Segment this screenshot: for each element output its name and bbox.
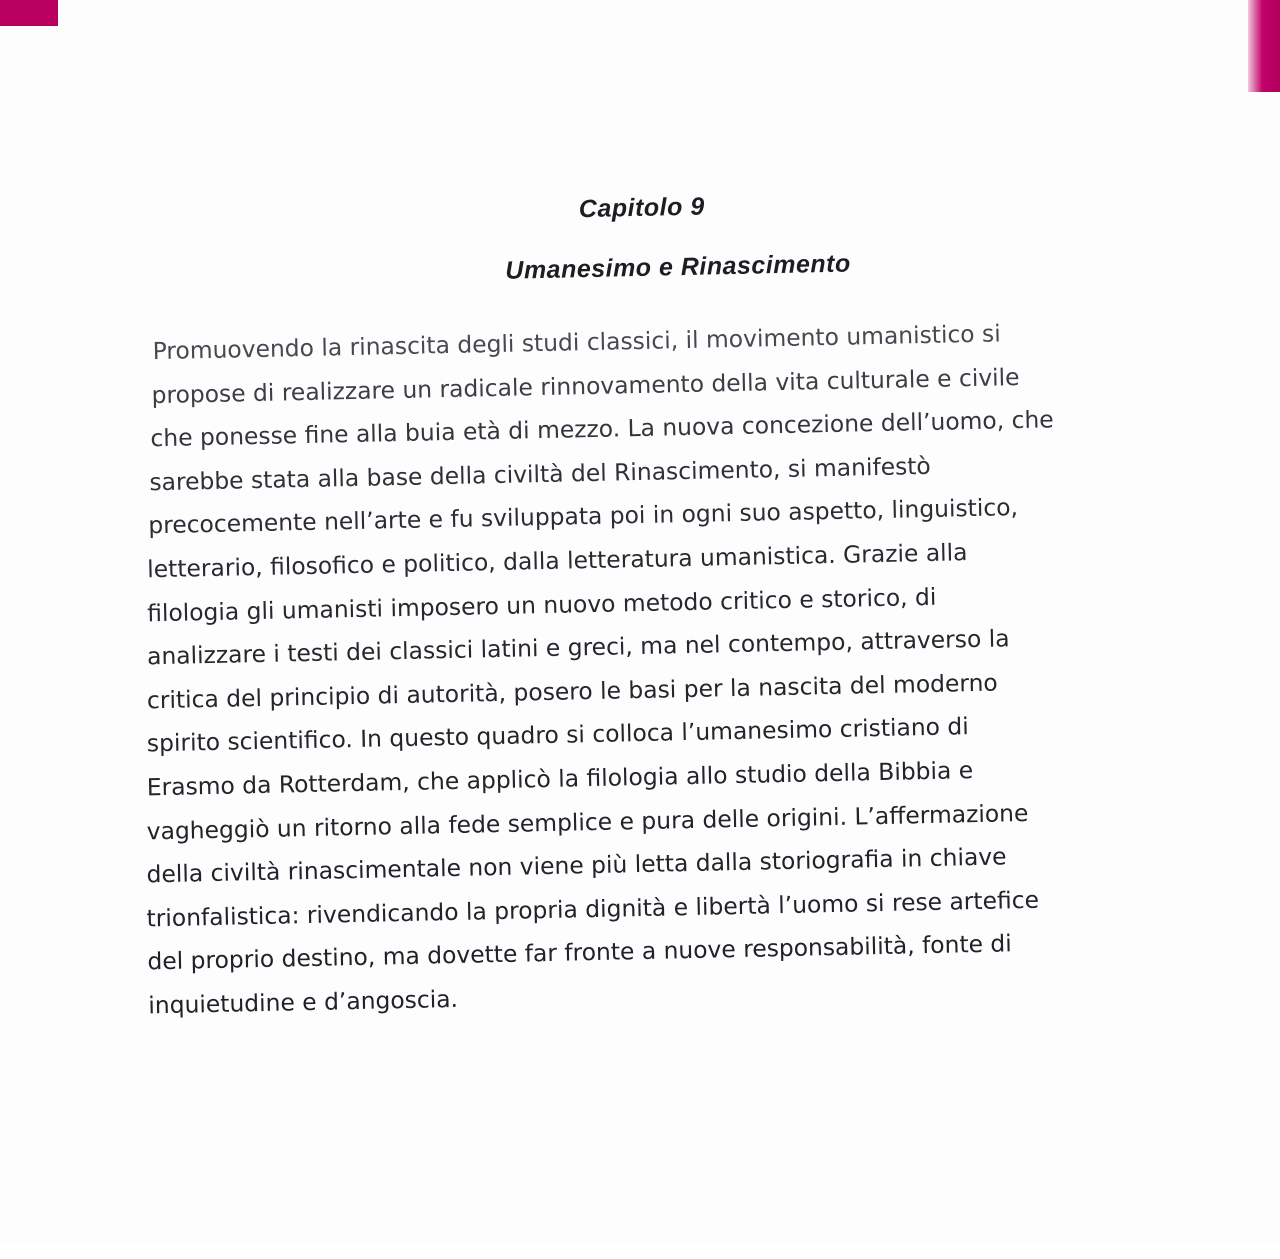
text-line: trionfalistica: rivendicando la propria dignità e libertà l’uomo si rese artefice — [146, 885, 1040, 933]
chapter-heading: Capitolo 9 — [578, 192, 705, 224]
text-line: precocemente nell’arte e fu sviluppata poi in ogni suo aspetto, linguistico, — [148, 493, 1019, 540]
text-line: critica del principio di autorità, posero le basi per la nascita del moderno — [146, 668, 998, 715]
text-line: spirito scientifico. In questo quadro si colloca l’umanesimo cristiano di — [146, 712, 970, 758]
chapter-title: Umanesimo e Rinascimento — [505, 249, 852, 285]
text-line: che ponesse fine alla buia età di mezzo. La nuova concezione dell’uomo, che — [150, 405, 1054, 453]
text-line: sarebbe stata alla base della civiltà del Rinascimento, si manifestò — [149, 451, 931, 497]
text-line: vagheggiò un ritorno alla fede semplice e pura delle origini. L’affermazione — [146, 798, 1029, 845]
text-line: Erasmo da Rotterdam, che applicò la filologia allo studio della Bibbia e — [146, 756, 974, 802]
text-line: analizzare i testi dei classici latini e greci, ma nel contempo, attraverso la — [146, 624, 1010, 671]
text-line: inquietudine e d’angoscia. — [148, 984, 459, 1020]
body-paragraph — [134, 309, 1188, 1028]
text-line: letterario, filosofico e politico, dalla letteratura umanistica. Grazie alla — [146, 538, 968, 584]
text-line: filologia gli umanisti imposero un nuovo metodo critico e storico, di — [146, 582, 937, 627]
text-line: del proprio destino, ma dovette far fronte a nuove responsabilità, fonte di — [147, 929, 1013, 976]
text-line: propose di realizzare un radicale rinnovamento della vita culturale e civile — [151, 362, 1020, 409]
text-line: Promuovendo la rinascita degli studi classici, il movimento umanistico si — [152, 319, 1001, 366]
text-line: della civiltà rinascimentale non viene più letta dalla storiografia in chiave — [146, 842, 1007, 889]
